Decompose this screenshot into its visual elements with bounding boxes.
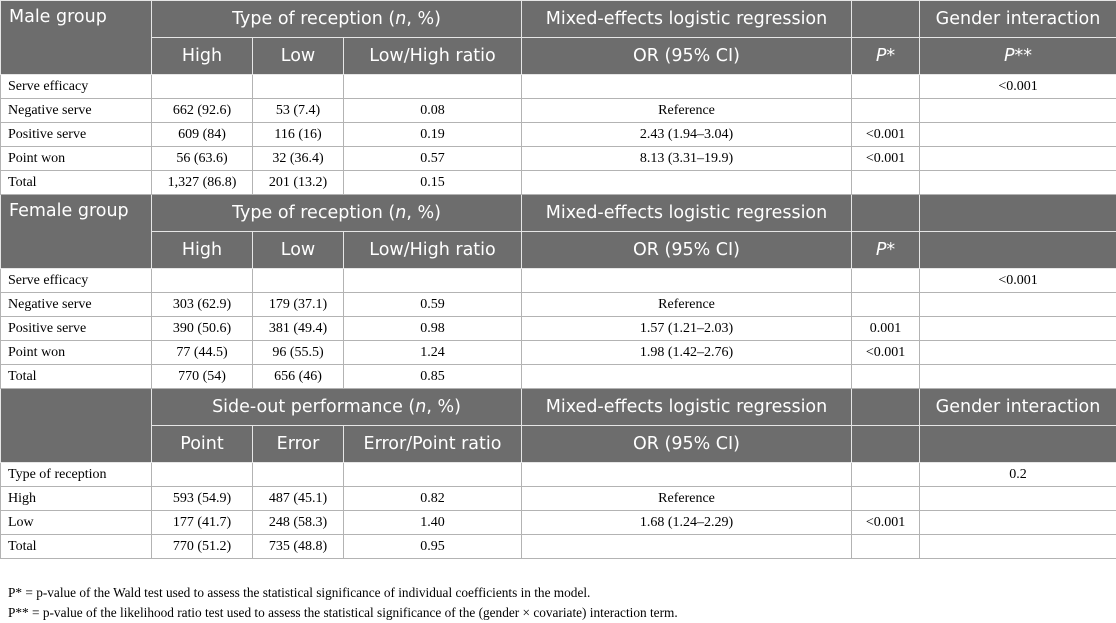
section2-sub-ratio: Low/High ratio [344,232,522,269]
section2-header-row [1,195,1116,232]
section1-group-b: Mixed-effects logistic regression [522,1,852,38]
section2-sub-or: OR (95% CI) [522,232,852,269]
section2-title: Female group [1,195,152,269]
section3-header-row [1,389,1116,426]
section1-sub-ratio: Low/High ratio [344,38,522,75]
table-row: Type of reception 0.2 [1,463,1116,487]
footnote-p-double-star: P** = p-value of the likelihood ratio test used to assess the statistical significance of the (gender × covariate) interaction term. [8,603,678,623]
section3-subheader-row [1,426,1116,463]
section3-sub-or: OR (95% CI) [522,426,852,463]
table-row: Positive serve 609 (84) 116 (16) 0.19 2.43 (1.94–3.04) <0.001 [1,123,1116,147]
section3-group-a: Side-out performance (n, %) [152,389,522,426]
section2-group-b: Mixed-effects logistic regression [522,195,852,232]
footnote-p-star: P* = p-value of the Wald test used to assess the statistical significance of individual coefficients in the model. [8,583,678,603]
section1-title: Male group [1,1,152,75]
table-row: Total 1,327 (86.8) 201 (13.2) 0.15 [1,171,1116,195]
section2-sub-p: P* [852,232,920,269]
section3-sub-error: Error [253,426,344,463]
section1-sub-low: Low [253,38,344,75]
table-row: Point won 77 (44.5) 96 (55.5) 1.24 1.98 (1.42–2.76) <0.001 [1,341,1116,365]
table-footnotes [8,583,678,623]
section2-subheader-row [1,232,1116,269]
section2-sub-low: Low [253,232,344,269]
section3-group-b: Mixed-effects logistic regression [522,389,852,426]
section1-group-a: Type of reception (n, %) [152,1,522,38]
table-row: Negative serve 662 (92.6) 53 (7.4) 0.08 Reference [1,99,1116,123]
table-row: Total 770 (51.2) 735 (48.8) 0.95 [1,535,1116,559]
table-row: Serve efficacy <0.001 [1,269,1116,293]
section3-sub-ratio: Error/Point ratio [344,426,522,463]
section1-sub-p: P* [852,38,920,75]
section2-sub-high: High [152,232,253,269]
table-row: Low 177 (41.7) 248 (58.3) 1.40 1.68 (1.24–2.29) <0.001 [1,511,1116,535]
table-row: High 593 (54.9) 487 (45.1) 0.82 Reference [1,487,1116,511]
table-row: Total 770 (54) 656 (46) 0.85 [1,365,1116,389]
section2-group-a: Type of reception (n, %) [152,195,522,232]
section1-subheader-row [1,38,1116,75]
section1-group-c: Gender interaction [920,1,1116,38]
table-row: Point won 56 (63.6) 32 (36.4) 0.57 8.13 (3.31–19.9) <0.001 [1,147,1116,171]
section1-sub-p2: P** [920,38,1116,75]
table-row: Positive serve 390 (50.6) 381 (49.4) 0.98 1.57 (1.21–2.03) 0.001 [1,317,1116,341]
section3-sub-point: Point [152,426,253,463]
section1-sub-high: High [152,38,253,75]
table-row: Negative serve 303 (62.9) 179 (37.1) 0.59 Reference [1,293,1116,317]
section1-sub-or: OR (95% CI) [522,38,852,75]
section1-header-row [1,1,1116,38]
table-row: Serve efficacy <0.001 [1,75,1116,99]
section3-group-c: Gender interaction [920,389,1116,426]
